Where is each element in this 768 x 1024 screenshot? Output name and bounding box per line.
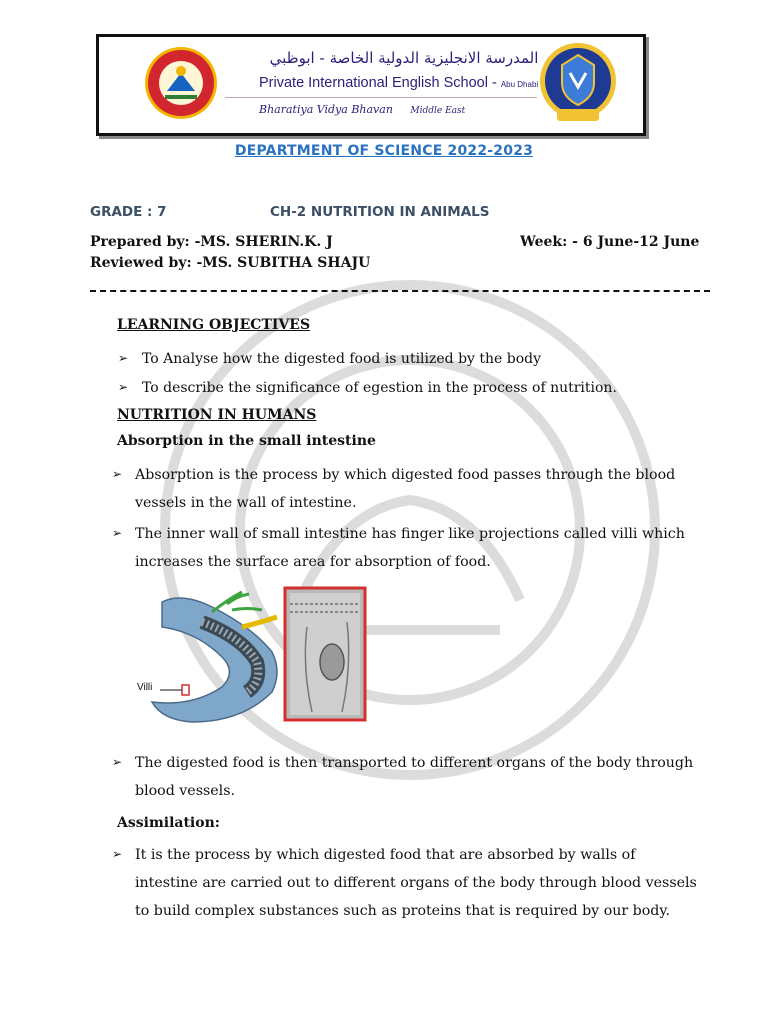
absorption-subheading: Absorption in the small intestine — [117, 433, 376, 449]
school-name-arabic: المدرسة الانجليزية الدولية الخاصة - ابوظبي — [269, 49, 539, 67]
objectives-heading: LEARNING OBJECTIVES — [117, 317, 311, 333]
chapter-title: CH-2 NUTRITION IN ANIMALS — [270, 204, 490, 220]
school-header — [96, 34, 646, 136]
objective-item: To Analyse how the digested food is utilized by the body — [142, 351, 542, 367]
department-title: DEPARTMENT OF SCIENCE 2022-2023 — [234, 143, 534, 159]
objective-item: To describe the significance of egestion in the process of nutrition. — [142, 380, 617, 396]
villi-label: Villi — [137, 682, 153, 693]
school-crest-icon — [143, 43, 219, 123]
villi-figure — [132, 582, 372, 727]
nutrition-heading: NUTRITION IN HUMANS — [117, 407, 317, 423]
prepared-by: Prepared by: -MS. SHERIN.K. J — [90, 234, 333, 250]
transport-point: The digested food is then transported to different organs of the body through blood vessels. — [135, 755, 694, 799]
bullet-arrow-icon: ➢ — [112, 467, 123, 481]
intestine-illustration-icon — [132, 582, 372, 727]
header-divider — [225, 97, 537, 98]
bullet-arrow-icon: ➢ — [112, 755, 123, 769]
bhavan-emblem-icon — [537, 39, 619, 127]
week-range: Week: - 6 June-12 June — [520, 234, 700, 250]
villi-point: The inner wall of small intestine has finger like projections called villi which increases the surface area for absorption of food. — [135, 526, 685, 570]
absorption-point: Absorption is the process by which digested food passes through the blood vessels in the wall of intestine. — [135, 467, 676, 511]
school-affiliation: Bharatiya Vidya Bhavan Middle East — [259, 103, 466, 116]
section-divider — [90, 290, 710, 292]
bullet-arrow-icon: ➢ — [112, 847, 123, 861]
school-name: Private International English School - Abu Dhabi — [259, 75, 539, 91]
bullet-arrow-icon: ➢ — [118, 351, 129, 365]
reviewed-by: Reviewed by: -MS. SUBITHA SHAJU — [90, 255, 371, 271]
assimilation-heading: Assimilation: — [117, 815, 220, 831]
bullet-arrow-icon: ➢ — [112, 526, 123, 540]
bullet-arrow-icon: ➢ — [118, 380, 129, 394]
assimilation-point: It is the process by which digested food that are absorbed by walls of intestine are carried out to different organs of the body through blood vessels to build complex substances such as proteins that is required by our body. — [135, 847, 697, 919]
grade-label: GRADE : 7 — [90, 204, 167, 220]
